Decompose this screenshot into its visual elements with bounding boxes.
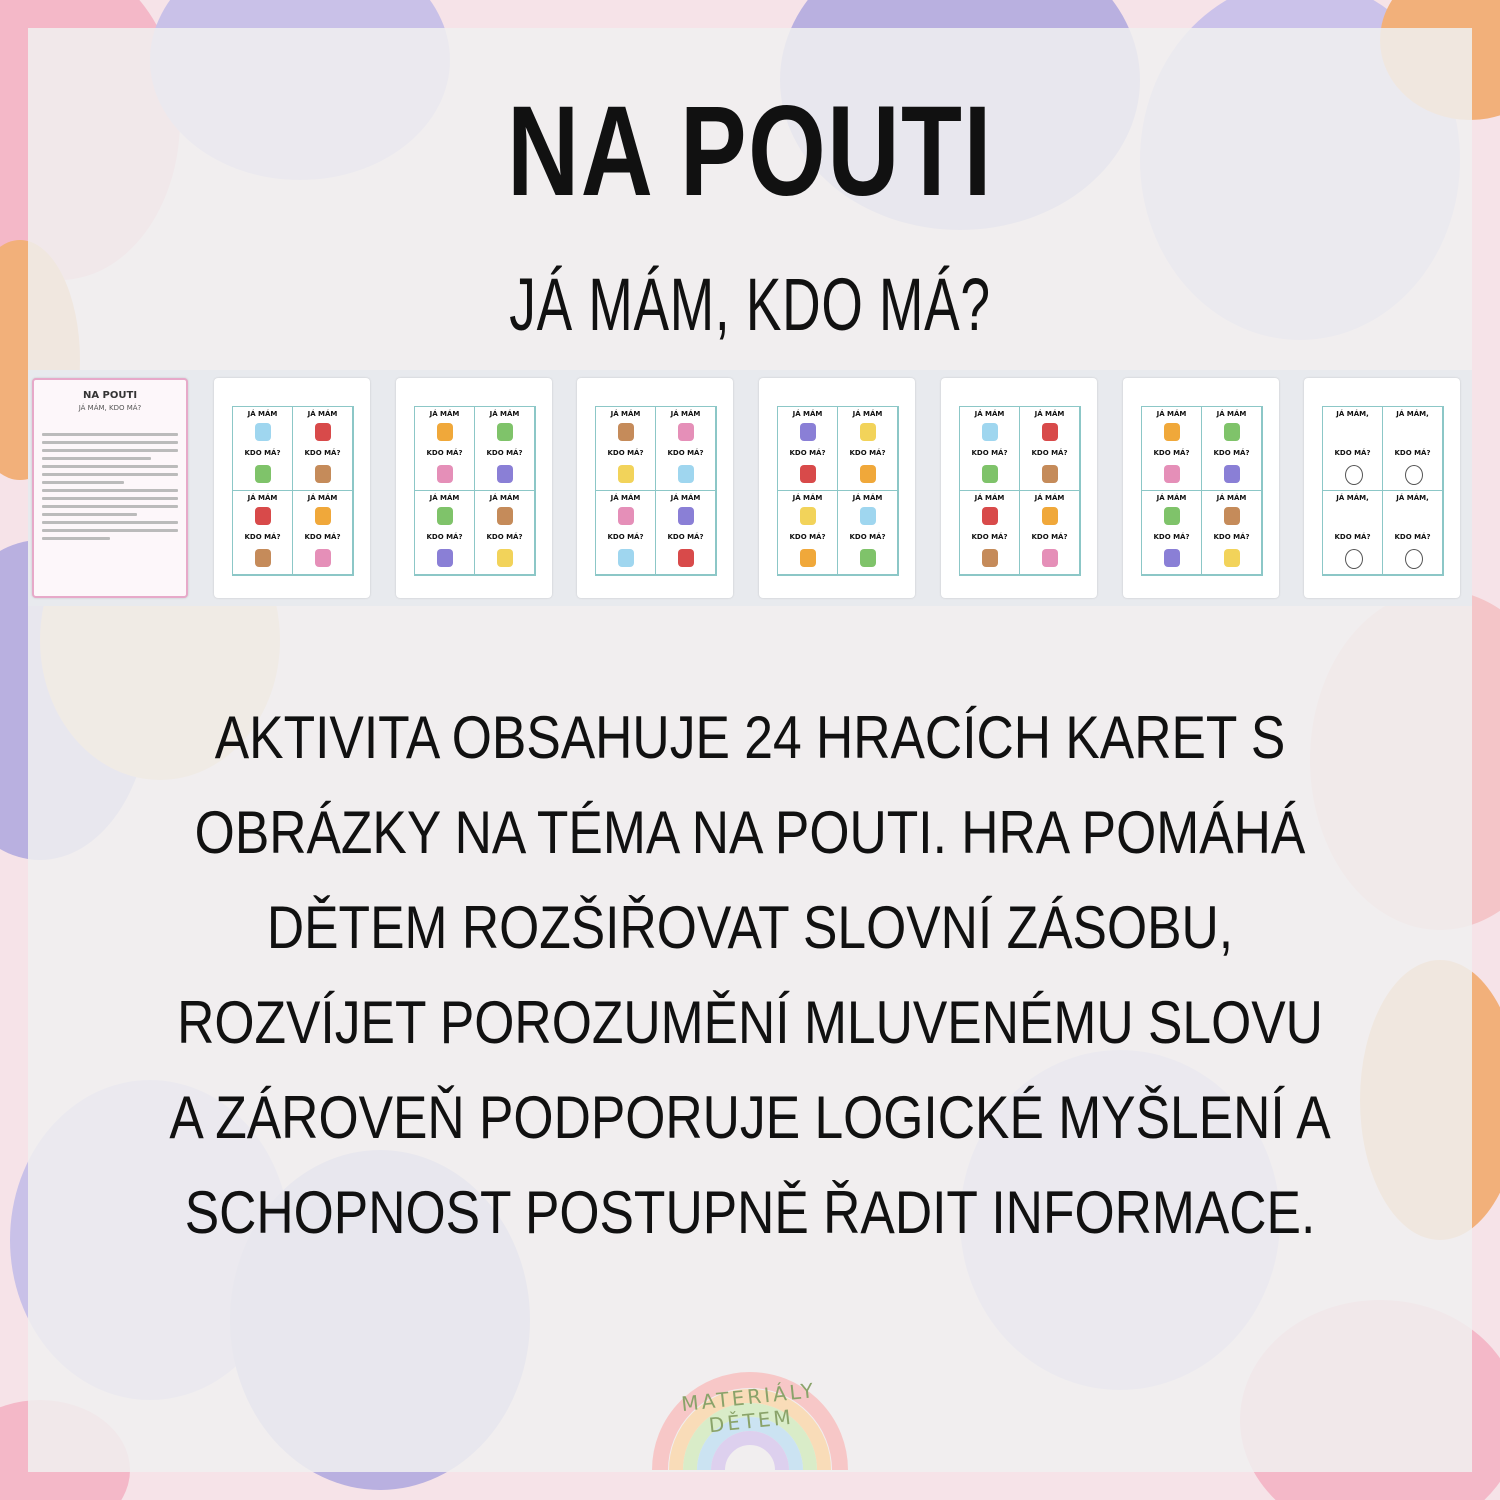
card-top-label: JÁ MÁM	[489, 410, 520, 418]
card-question-label: KDO MÁ?	[607, 533, 644, 541]
card-picture-icon	[618, 549, 634, 567]
card-picture-icon	[678, 507, 694, 525]
card-top-label: JÁ MÁM	[429, 494, 460, 502]
card-top-label: JÁ MÁM	[852, 410, 883, 418]
game-card	[778, 491, 838, 575]
card-top-label: JÁ MÁM	[792, 410, 823, 418]
card-top-label: JÁ MÁM	[670, 494, 701, 502]
card-question-label: KDO MÁ?	[849, 449, 886, 457]
game-card	[475, 491, 535, 575]
card-picture-icon	[1345, 465, 1363, 485]
card-question-label: KDO MÁ?	[244, 449, 281, 457]
preview-card-page	[941, 378, 1097, 598]
preview-card-page	[214, 378, 370, 598]
game-card	[233, 407, 293, 491]
preview-card-page	[1304, 378, 1460, 598]
card-picture-icon	[982, 423, 998, 441]
game-card	[233, 491, 293, 575]
card-top-label: JÁ MÁM	[852, 494, 883, 502]
card-grid	[232, 406, 354, 576]
game-card	[1383, 491, 1443, 575]
card-question-label: KDO MÁ?	[244, 533, 281, 541]
game-card	[1323, 491, 1383, 575]
card-picture-icon	[1224, 507, 1240, 525]
game-card	[475, 407, 535, 491]
card-picture-icon	[1345, 423, 1361, 441]
game-card	[960, 491, 1020, 575]
game-card	[1142, 407, 1202, 491]
card-question-label: KDO MÁ?	[1334, 449, 1371, 457]
card-picture-icon	[800, 549, 816, 567]
preview-card-page	[577, 378, 733, 598]
card-top-label: JÁ MÁM	[1156, 410, 1187, 418]
card-top-label: JÁ MÁM,	[1336, 494, 1369, 502]
card-question-label: KDO MÁ?	[1031, 533, 1068, 541]
game-card	[1142, 491, 1202, 575]
card-picture-icon	[618, 465, 634, 483]
card-grid	[1141, 406, 1263, 576]
cover-title: NA POUTI	[82, 390, 138, 401]
card-top-label: JÁ MÁM	[307, 494, 338, 502]
card-top-label: JÁ MÁM	[247, 494, 278, 502]
page-subtitle: JÁ MÁM, KDO MÁ?	[509, 263, 991, 346]
card-picture-icon	[315, 423, 331, 441]
card-question-label: KDO MÁ?	[607, 449, 644, 457]
card-question-label: KDO MÁ?	[1394, 449, 1431, 457]
game-card	[1323, 407, 1383, 491]
card-top-label: JÁ MÁM	[974, 494, 1005, 502]
card-top-label: JÁ MÁM	[670, 410, 701, 418]
card-question-label: KDO MÁ?	[1213, 533, 1250, 541]
card-grid	[414, 406, 536, 576]
card-picture-icon	[618, 507, 634, 525]
game-card	[1020, 491, 1080, 575]
card-top-label: JÁ MÁM	[610, 410, 641, 418]
game-card	[415, 407, 475, 491]
card-picture-icon	[800, 465, 816, 483]
game-card	[656, 491, 716, 575]
card-question-label: KDO MÁ?	[789, 449, 826, 457]
card-question-label: KDO MÁ?	[1031, 449, 1068, 457]
card-picture-icon	[437, 465, 453, 483]
page-title: NA POUTI	[507, 80, 993, 223]
card-top-label: JÁ MÁM	[792, 494, 823, 502]
card-top-label: JÁ MÁM,	[1396, 410, 1429, 418]
card-picture-icon	[497, 549, 513, 567]
card-picture-icon	[437, 423, 453, 441]
cover-text-block	[42, 428, 178, 568]
card-question-label: KDO MÁ?	[971, 533, 1008, 541]
game-card	[1020, 407, 1080, 491]
card-question-label: KDO MÁ?	[789, 533, 826, 541]
card-top-label: JÁ MÁM	[307, 410, 338, 418]
card-top-label: JÁ MÁM	[610, 494, 641, 502]
card-picture-icon	[255, 423, 271, 441]
game-card	[838, 407, 898, 491]
card-picture-icon	[1405, 465, 1423, 485]
game-card	[838, 491, 898, 575]
cover-subtitle: JÁ MÁM, KDO MÁ?	[78, 404, 142, 412]
card-picture-icon	[315, 465, 331, 483]
game-card	[1202, 491, 1262, 575]
card-question-label: KDO MÁ?	[667, 449, 704, 457]
card-top-label: JÁ MÁM	[1216, 410, 1247, 418]
card-picture-icon	[255, 465, 271, 483]
preview-card-page	[1123, 378, 1279, 598]
card-picture-icon	[860, 549, 876, 567]
game-card	[960, 407, 1020, 491]
game-card	[596, 407, 656, 491]
card-picture-icon	[1224, 423, 1240, 441]
card-question-label: KDO MÁ?	[849, 533, 886, 541]
game-card	[415, 491, 475, 575]
game-card	[1202, 407, 1262, 491]
card-picture-icon	[1224, 549, 1240, 567]
card-picture-icon	[1164, 507, 1180, 525]
card-top-label: JÁ MÁM	[1156, 494, 1187, 502]
card-question-label: KDO MÁ?	[1153, 533, 1190, 541]
card-top-label: JÁ MÁM	[1034, 494, 1065, 502]
card-picture-icon	[1345, 507, 1361, 525]
game-card	[656, 407, 716, 491]
card-picture-icon	[800, 423, 816, 441]
card-question-label: KDO MÁ?	[667, 533, 704, 541]
card-picture-icon	[860, 465, 876, 483]
card-picture-icon	[1224, 465, 1240, 483]
card-picture-icon	[1164, 549, 1180, 567]
preview-strip	[28, 370, 1472, 606]
card-grid	[777, 406, 899, 576]
card-question-label: KDO MÁ?	[304, 449, 341, 457]
card-picture-icon	[497, 507, 513, 525]
card-picture-icon	[1042, 465, 1058, 483]
card-top-label: JÁ MÁM,	[1336, 410, 1369, 418]
card-picture-icon	[982, 465, 998, 483]
card-picture-icon	[618, 423, 634, 441]
card-picture-icon	[1405, 549, 1423, 569]
card-picture-icon	[437, 549, 453, 567]
card-question-label: KDO MÁ?	[971, 449, 1008, 457]
card-top-label: JÁ MÁM	[974, 410, 1005, 418]
game-card	[1383, 407, 1443, 491]
preview-cover-page	[32, 378, 188, 598]
card-grid	[1322, 406, 1444, 576]
card-picture-icon	[1164, 465, 1180, 483]
card-picture-icon	[1405, 507, 1421, 525]
card-picture-icon	[1405, 423, 1421, 441]
card-picture-icon	[678, 465, 694, 483]
card-question-label: KDO MÁ?	[486, 533, 523, 541]
card-top-label: JÁ MÁM	[429, 410, 460, 418]
card-picture-icon	[315, 507, 331, 525]
card-picture-icon	[1042, 507, 1058, 525]
card-picture-icon	[497, 465, 513, 483]
card-question-label: KDO MÁ?	[1213, 449, 1250, 457]
card-grid	[959, 406, 1081, 576]
card-picture-icon	[315, 549, 331, 567]
card-picture-icon	[497, 423, 513, 441]
card-top-label: JÁ MÁM	[247, 410, 278, 418]
card-top-label: JÁ MÁM,	[1396, 494, 1429, 502]
preview-card-page	[759, 378, 915, 598]
card-question-label: KDO MÁ?	[486, 449, 523, 457]
card-question-label: KDO MÁ?	[1334, 533, 1371, 541]
card-top-label: JÁ MÁM	[489, 494, 520, 502]
card-picture-icon	[982, 549, 998, 567]
game-card	[596, 491, 656, 575]
description-text: AKTIVITA OBSAHUJE 24 HRACÍCH KARET S OBRÁZKY NA TÉMA NA POUTI. HRA POMÁHÁ DĚTEM ROZŠIŘOVAT SLOVNÍ ZÁSOBU, ROZVÍJET POROZUMĚNÍ MLUVENÉMU SLOVU A ZÁROVEŇ PODPORUJE LOGICKÉ MYŠLENÍ A SCHOPNOST POSTUPNĚ ŘADIT INFORMACE.	[169, 704, 1331, 1246]
game-card	[293, 491, 353, 575]
card-question-label: KDO MÁ?	[1153, 449, 1190, 457]
card-picture-icon	[678, 423, 694, 441]
game-card	[293, 407, 353, 491]
game-card	[778, 407, 838, 491]
card-picture-icon	[860, 507, 876, 525]
logo-text: MATERIÁLY DĚTEM	[680, 1378, 818, 1438]
card-question-label: KDO MÁ?	[1394, 533, 1431, 541]
card-picture-icon	[860, 423, 876, 441]
card-picture-icon	[437, 507, 453, 525]
preview-card-page	[396, 378, 552, 598]
card-grid	[595, 406, 717, 576]
card-picture-icon	[1164, 423, 1180, 441]
card-picture-icon	[800, 507, 816, 525]
card-picture-icon	[1042, 549, 1058, 567]
card-top-label: JÁ MÁM	[1034, 410, 1065, 418]
card-question-label: KDO MÁ?	[426, 449, 463, 457]
card-picture-icon	[678, 549, 694, 567]
card-picture-icon	[1345, 549, 1363, 569]
card-top-label: JÁ MÁM	[1216, 494, 1247, 502]
card-picture-icon	[255, 549, 271, 567]
card-picture-icon	[982, 507, 998, 525]
card-picture-icon	[255, 507, 271, 525]
card-picture-icon	[1042, 423, 1058, 441]
card-question-label: KDO MÁ?	[426, 533, 463, 541]
card-question-label: KDO MÁ?	[304, 533, 341, 541]
